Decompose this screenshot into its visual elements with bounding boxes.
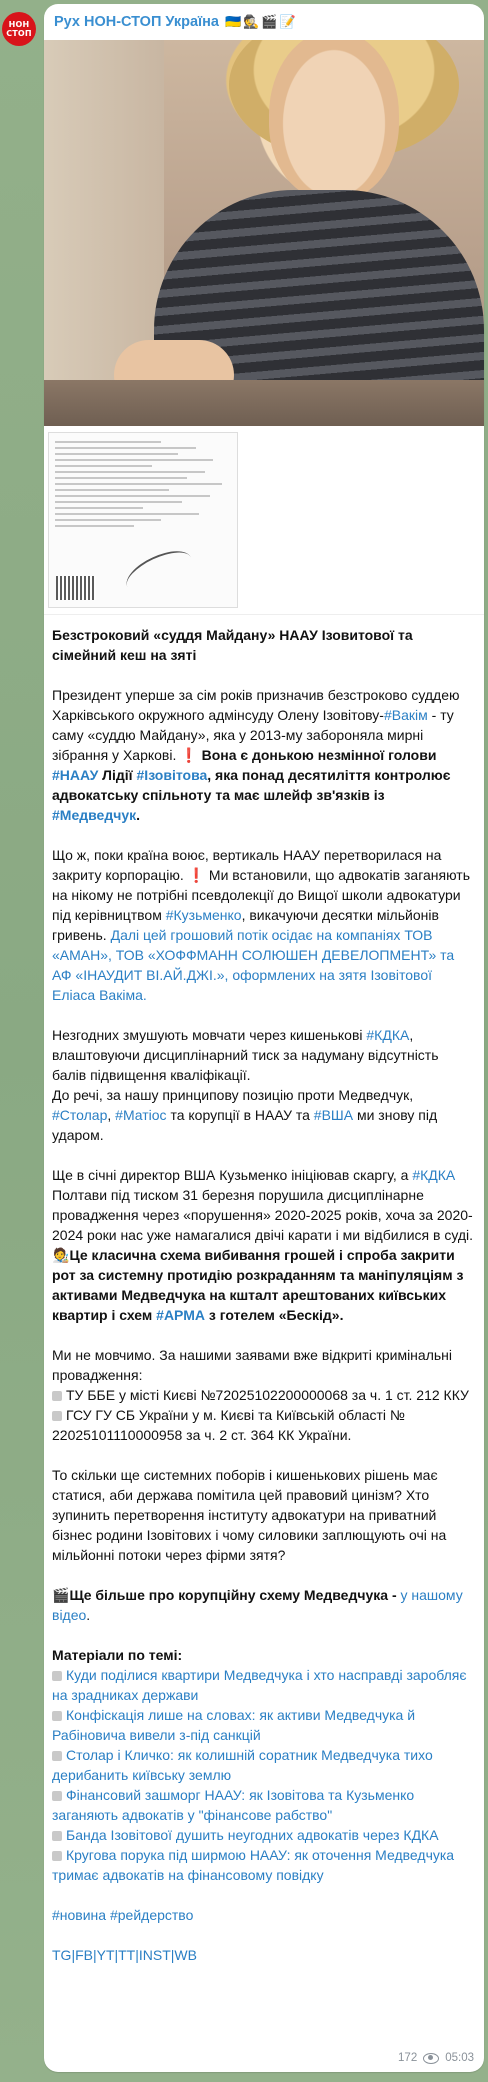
companies-link[interactable]: Далі цей грошовий потік осідає на компаніях ТОВ «АМАН», ТОВ «ХОФФМАНН СОЛЮШЕН ДЕВЕЛОПМЕНТ» та АФ «ІНАУДИТ ВІ.АЙ.ДЖІ.», оформлених на зятя Ізовітової Еліаса Вакіма. — [52, 927, 455, 1003]
hashtag-kuzmenko[interactable]: #Кузьменко — [165, 907, 242, 923]
message-time: 05:03 — [445, 2052, 474, 2064]
avatar-text-line1: НОН — [8, 20, 30, 29]
hashtag-naau[interactable]: #НААУ — [52, 767, 99, 783]
paragraph-5: Ми не мовчимо. За нашими заявами вже відкриті кримінальні провадження: ТУ ББЕ у місті Києві №72025102200000068 за ч. 1 ст. 212 ККУ ГСУ ГУ СБ України у м. Києві та Київській області № 22025101110000958 за ч. 2 ст. 364 КК України. — [52, 1347, 469, 1443]
paragraph-7: 🎬Ще більше про корупційну схему Медведчука - у нашому відео. — [52, 1587, 463, 1623]
case-item-2: ГСУ ГУ СБ України у м. Києві та Київській області № 22025101110000958 за ч. 2 ст. 364 КК України. — [52, 1407, 405, 1443]
hashtag-medvedchuk[interactable]: #Медведчук — [52, 807, 137, 823]
message-meta — [398, 2052, 474, 2064]
video-link[interactable]: у нашому відео — [52, 1587, 463, 1623]
hashtag-arma[interactable]: #АРМА — [156, 1307, 205, 1323]
material-link-5[interactable]: Банда Ізовітової душить неугодних адвокатів через КДКА — [66, 1827, 439, 1843]
square-bullet-icon — [52, 1851, 62, 1861]
paragraph-3: Незгодних змушують мовчати через кишенькові #КДКА, влаштовуючи дисциплінарний тиск за надуману відсутність балів підвищення кваліфікації. До речі, за нашу принципову позицію проти Медведчук, #Столар, #Матіос та корупції в НААУ та #ВША ми знову під ударом. — [52, 1027, 439, 1143]
hashtag-stolar[interactable]: #Столар — [52, 1107, 108, 1123]
materials-heading: Матеріали по темі: — [52, 1647, 183, 1663]
alarm-icon: ❗ — [180, 747, 198, 763]
materials-section — [52, 1645, 476, 1885]
post-photo[interactable] — [44, 40, 484, 426]
case-item-1: ТУ ББЕ у місті Києві №72025102200000068 за ч. 1 ст. 212 ККУ — [66, 1387, 469, 1403]
hashtag-vakim[interactable]: #Вакім — [383, 707, 428, 723]
post-title: Безстроковий «суддя Майдану» НААУ Ізовитової та сімейний кеш на зяті — [52, 627, 413, 663]
square-bullet-icon — [52, 1751, 62, 1761]
photo-table — [44, 380, 484, 426]
square-bullet-icon — [52, 1791, 62, 1801]
material-link-4[interactable]: Фінансовий зашморг НААУ: як Ізовітова та Кузьменко заганяють адвокатів у "фінансове рабство" — [52, 1787, 415, 1823]
paragraph-2: Що ж, поки країна воює, вертикаль НААУ перетворилася на закриту корпорацію. ❗ Ми встановили, що адвокатів заганяють на нікому не потрібні псевдолекції до Вищої школи адвокатури під керівництвом #Кузьменко, викачуючи десятки мільйонів гривень. Далі цей грошовий потік осідає на компаніях ТОВ «АМАН», ТОВ «ХОФФМАНН СОЛЮШЕН ДЕВЕЛОПМЕНТ» та АФ «ІНАУДИТ ВІ.АЙ.ДЖІ.», оформлених на зятя Ізовітової Еліаса Вакіма. — [52, 847, 470, 1003]
hashtags[interactable]: #новина #рейдерство — [52, 1907, 194, 1923]
material-link-2[interactable]: Конфіскація лише на словах: як активи Медведчука й Рабіновича вивели з-під санкцій — [52, 1707, 416, 1743]
sender-name[interactable] — [44, 4, 484, 40]
hashtag-kdka-2[interactable]: #КДКА — [412, 1167, 456, 1183]
social-links[interactable]: TG|FB|YT|TT|INST|WB — [52, 1947, 197, 1963]
square-bullet-icon — [52, 1831, 62, 1841]
message-bubble — [44, 4, 484, 2072]
hashtag-izovitova[interactable]: #Ізовітова — [136, 767, 208, 783]
post-text — [44, 615, 484, 1965]
material-link-6[interactable]: Кругова порука під ширмою НААУ: як оточення Медведчука тримає адвокатів на фінансовому повідку — [52, 1847, 455, 1883]
paragraph-1: Президент уперше за сім років призначив безстроково суддею Харківського окружного адмінсуду Олену Ізовітову-#Вакім - ту саму «суддю Майдану», яка у 2013-му забороняла мирні зібрання у Харкові. ❗ Вона є донькою незмінної голови #НААУ Лідії #Ізовітова, яка понад десятиліття контролює адвокатську спільноту та має шлейф зв'язків із #Медведчук. — [52, 687, 460, 823]
photo-face — [269, 40, 399, 200]
hashtag-kdka[interactable]: #КДКА — [366, 1027, 410, 1043]
post-document-image[interactable] — [44, 426, 484, 615]
square-bullet-icon — [52, 1711, 62, 1721]
square-bullet-icon — [52, 1671, 62, 1681]
material-link-1[interactable]: Куди поділися квартири Медведчука і хто насправді заробляє на зрадниках держави — [52, 1667, 467, 1703]
artist-emoji-icon: 🧑‍🎨 — [52, 1247, 70, 1263]
channel-name: Рух НОН-СТОП Україна — [54, 14, 219, 30]
avatar-text-line2: СТОП — [6, 29, 32, 38]
square-bullet-icon — [52, 1391, 62, 1401]
paragraph-4: Ще в січні директор ВША Кузьменко ініціював скаргу, а #КДКА Полтави під тиском 31 березня порушила дисциплінарне провадження через «порушення» 2020-2025 років, хоча за 2020-2024 роки нас уже намагалися двічі карати і ми відбилися в суді. 🧑‍🎨Це класична схема вибивання грошей і спроба закрити рот за системну протидію розкраданням та маніпуляціям з активами Медведчука на кшталт арештованих київських квартир і схем #АРМА з готелем «Бескід». — [52, 1167, 474, 1323]
document-qr-code-icon — [56, 576, 96, 600]
eye-icon — [423, 2053, 439, 2064]
material-link-3[interactable]: Столар і Кличко: як колишній соратник Медведчука тихо дерибанить київську землю — [52, 1747, 433, 1783]
channel-avatar[interactable] — [2, 12, 36, 46]
hashtag-matios[interactable]: #Матіос — [115, 1107, 167, 1123]
hashtag-vsha[interactable]: #ВША — [313, 1107, 354, 1123]
square-bullet-icon — [52, 1411, 62, 1421]
alarm-icon: ❗ — [187, 867, 206, 883]
clapper-icon: 🎬 — [52, 1587, 70, 1603]
channel-name-emojis: 🇺🇦🕵️🎬📝 — [224, 14, 298, 29]
paragraph-6: То скільки ще системних поборів і кишенькових рішень має статися, аби держава помітила цей правовий цинізм? Хто зупинить перетворення інституту адвокатури на приватний бізнес родини Ізовітових і чому силовики заплющують очі на мільйонні потоки через фірми зятя? — [52, 1467, 447, 1563]
view-count: 172 — [398, 2052, 418, 2064]
